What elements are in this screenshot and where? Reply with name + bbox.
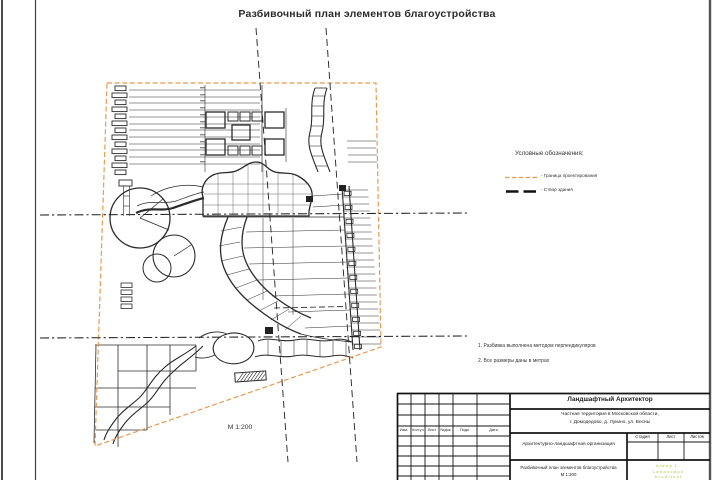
legend-heading: Условные обозначения: [515,150,584,157]
titleblock-col-ndok: №док. [440,427,452,432]
plan-bench [235,371,267,382]
legend-item-boundary-label: - Граница проектирования [541,173,598,179]
titleblock-project-line1: Частная территория в Московской области, [561,412,659,417]
plan-steps-ladder [339,141,381,350]
titleblock-organization: Ландшафтный Архитектор [567,396,653,403]
legend-item-building-label: - Створ здания [541,187,573,193]
note-2: 2. Все размеры даны в метрах [478,357,550,364]
titleblock-col-izm: Изм. [399,427,409,432]
logo-line-2: Landscape [652,468,685,474]
plan-squares-patio [206,112,284,155]
titleblock-col-list: Лист [427,427,437,432]
titleblock-doc-title: Разбивочный план элементов благоустройства [520,465,617,470]
logo-line-1: Alana L. [655,463,682,468]
scale-label: М 1:200 [227,424,253,431]
titleblock-col-data: Дата [489,427,498,432]
note-1: 1. Разбивка выполнена методом перпендикуляров [478,342,596,349]
legend-samples [505,178,538,192]
titleblock-col-koluch: Кол.уч [412,427,424,432]
titleblock-stage-header: Стадия [635,434,650,439]
titleblock-col-podp: Подп. [459,427,471,432]
titleblock-sheets-header: Листов [690,434,704,439]
logo-line-3: Architect [654,474,683,479]
axis-lines [256,28,357,462]
titleblock-project-line2: г. Домодедово, д. Лукино, ул. Весны [569,419,651,425]
titleblock-sheet-header: Лист [666,434,676,439]
plan-s-path [309,88,330,172]
page-title: Разбивочный план элементов благоустройства [238,8,496,20]
plan-bottom-grid [94,345,203,447]
titleblock-firm: Архитектурно-ландшафтная организация [522,442,615,447]
plan-paths [136,160,352,342]
sheet-frame [2,0,710,480]
plan-beds [112,85,286,309]
titleblock-doc-scale: М 1:200 [560,471,577,477]
boundary-line [95,83,381,446]
plan-trees [110,188,195,282]
